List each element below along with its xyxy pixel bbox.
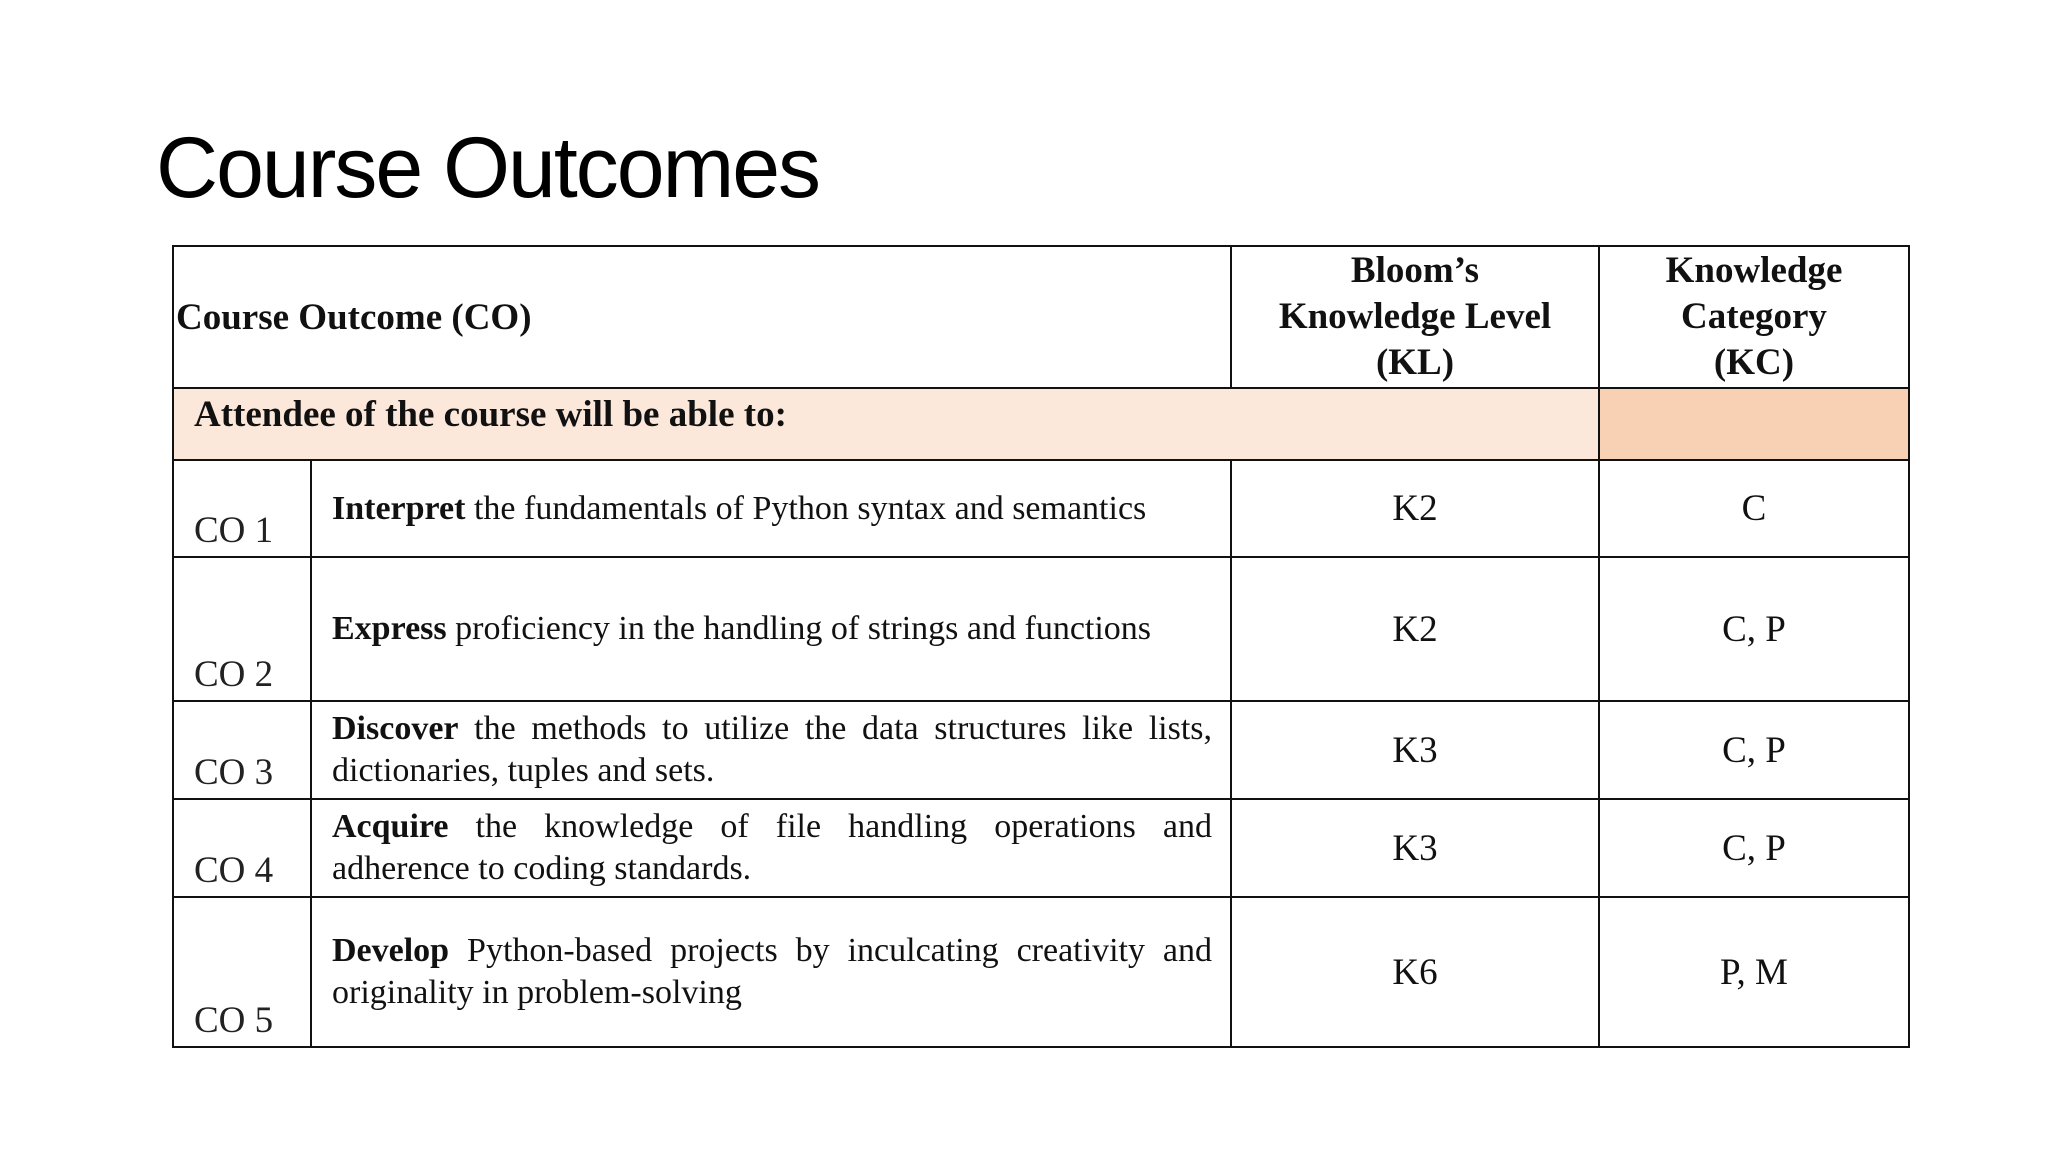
band-row (173, 388, 1909, 460)
co-text: Python-based projects by inculcating creativity and originality in problem-solving (332, 932, 1212, 1011)
co-description (311, 701, 1231, 799)
co-description (311, 557, 1231, 701)
header-row (173, 246, 1909, 388)
slide-title: Course Outcomes (156, 120, 820, 216)
header-kc-line1: Knowledge (1665, 250, 1843, 291)
co-text: the fundamentals of Python syntax and semantics (465, 489, 1147, 527)
table-row (173, 701, 1909, 799)
band-kc-cell (1599, 388, 1909, 460)
header-knowledge-category (1599, 246, 1909, 388)
co-kc: C, P (1599, 701, 1909, 799)
co-description (311, 897, 1231, 1047)
co-code: CO 1 (173, 460, 311, 557)
co-text: the methods to utilize the data structures like lists, dictionaries, tuples and sets. (332, 710, 1212, 789)
co-code: CO 2 (173, 557, 311, 701)
header-kc-line2: Category (1681, 296, 1827, 337)
table-row (173, 557, 1909, 701)
header-kl-line3: (KL) (1375, 342, 1455, 383)
co-verb: Develop (332, 932, 450, 969)
co-code: CO 5 (173, 897, 311, 1047)
table-row (173, 897, 1909, 1047)
co-kl: K3 (1231, 701, 1599, 799)
header-kc-line3: (KC) (1713, 342, 1795, 383)
band-label: Attendee of the course will be able to: (173, 388, 1599, 460)
co-kl: K2 (1231, 460, 1599, 557)
co-kc: C (1599, 460, 1909, 557)
course-outcomes-table (172, 245, 1910, 1048)
co-verb: Express (332, 610, 447, 647)
header-course-outcome: Course Outcome (CO) (173, 246, 1231, 388)
co-description (311, 799, 1231, 897)
table-row (173, 460, 1909, 557)
co-text: proficiency in the handling of strings and functions (446, 610, 1152, 647)
co-kc: C, P (1599, 557, 1909, 701)
co-verb: Interpret (332, 489, 466, 527)
co-kc: P, M (1599, 897, 1909, 1047)
table-row (173, 799, 1909, 897)
co-code: CO 4 (173, 799, 311, 897)
co-description (311, 460, 1231, 557)
co-verb: Acquire (332, 808, 449, 845)
co-kc: C, P (1599, 799, 1909, 897)
co-kl: K6 (1231, 897, 1599, 1047)
co-kl: K3 (1231, 799, 1599, 897)
header-knowledge-level (1231, 246, 1599, 388)
co-verb: Discover (332, 710, 459, 747)
co-code: CO 3 (173, 701, 311, 799)
co-text: the knowledge of file handling operations and adherence to coding standards. (332, 808, 1212, 887)
header-kl-line1: Bloom’s (1350, 250, 1480, 291)
co-kl: K2 (1231, 557, 1599, 701)
header-kl-line2: Knowledge Level (1278, 296, 1552, 337)
